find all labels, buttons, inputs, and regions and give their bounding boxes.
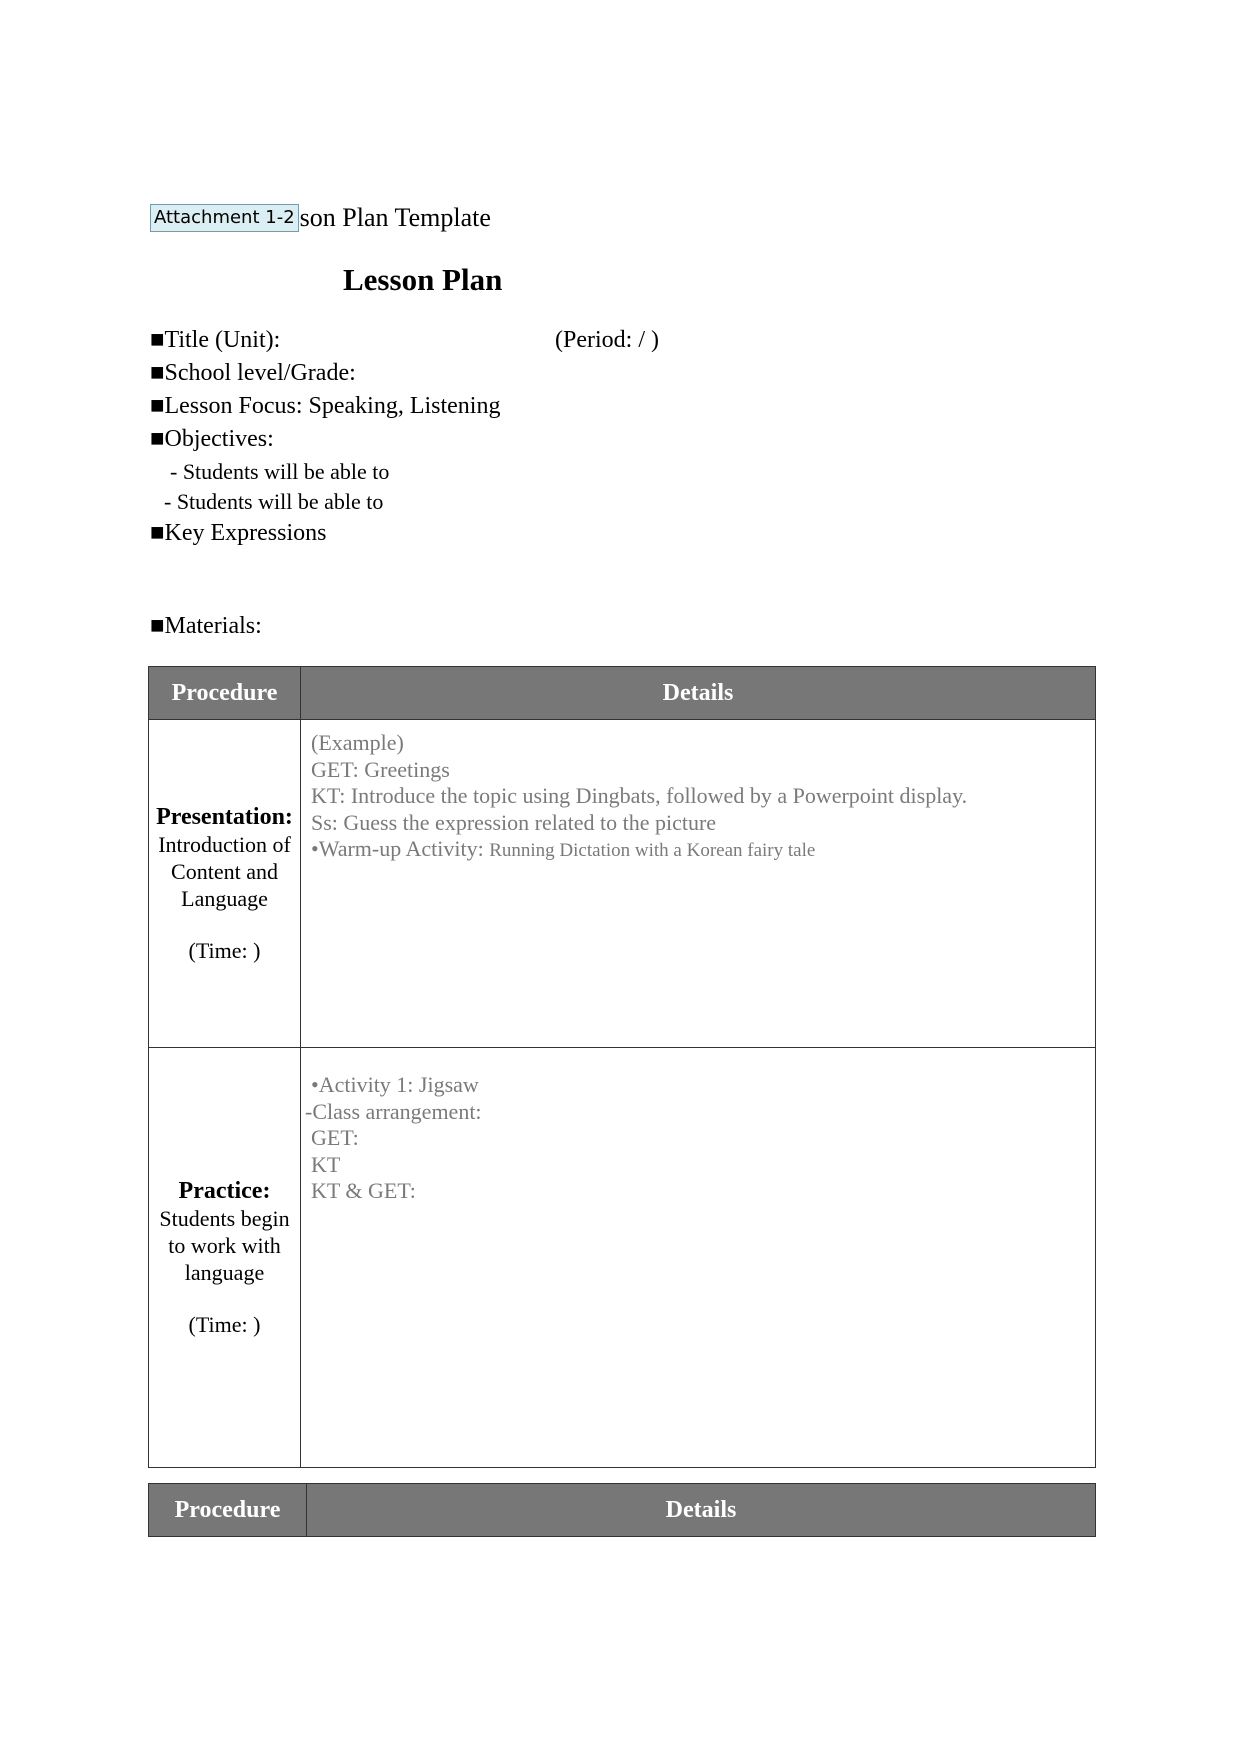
details-cell[interactable] bbox=[301, 1048, 1096, 1468]
table-row bbox=[149, 1048, 1096, 1468]
details-header: Details bbox=[307, 1484, 1096, 1537]
procedure-table bbox=[148, 666, 1096, 1468]
lesson-focus-label: ■Lesson Focus: Speaking, Listening bbox=[150, 393, 501, 419]
details-line: •Activity 1: Jigsaw bbox=[311, 1072, 479, 1097]
procedure-cell bbox=[149, 1048, 301, 1468]
details-line: Ss: Guess the expression related to the picture bbox=[311, 809, 717, 835]
activity-description: Running Dictation with a Korean fairy tale bbox=[489, 840, 816, 861]
procedure-desc-line: to work with bbox=[168, 1232, 281, 1258]
template-title: son Plan Template bbox=[299, 203, 491, 232]
details-line: KT & GET: bbox=[311, 1178, 416, 1203]
table-header-row bbox=[149, 1484, 1096, 1537]
details-line: -Class arrangement: bbox=[305, 1098, 482, 1124]
attachment-tag: Attachment 1-2 bbox=[150, 204, 299, 232]
school-level-label: ■School level/Grade: bbox=[150, 360, 356, 386]
procedure-header: Procedure bbox=[149, 667, 301, 720]
period-label: (Period: / ) bbox=[555, 327, 659, 353]
procedure-table-continued bbox=[148, 1483, 1096, 1537]
procedure-title: Presentation: bbox=[156, 803, 293, 830]
title-unit-line bbox=[150, 327, 659, 354]
table-row bbox=[149, 720, 1096, 1048]
header-line bbox=[150, 202, 491, 234]
procedure-cell bbox=[149, 720, 301, 1048]
objective-item: - Students will be able to bbox=[164, 489, 384, 514]
procedure-header: Procedure bbox=[149, 1484, 307, 1537]
details-line bbox=[301, 836, 1095, 865]
procedure-time: (Time: ) bbox=[188, 937, 261, 963]
details-header: Details bbox=[301, 667, 1096, 720]
details-line: GET: Greetings bbox=[311, 756, 450, 782]
procedure-desc-line: language bbox=[184, 1259, 265, 1285]
procedure-desc-line: Students begin bbox=[159, 1205, 290, 1231]
procedure-desc-line: Introduction of bbox=[158, 831, 291, 857]
details-line: KT: Introduce the topic using Dingbats, followed by a Powerpoint display. bbox=[311, 783, 968, 808]
materials-label: ■Materials: bbox=[150, 613, 262, 639]
objective-item: - Students will be able to bbox=[170, 459, 390, 484]
procedure-desc-line: Language bbox=[181, 885, 268, 911]
activity-prefix: •Warm-up Activity: bbox=[311, 836, 484, 861]
title-unit-label: ■Title (Unit): bbox=[150, 327, 281, 353]
key-expressions-label: ■Key Expressions bbox=[150, 520, 327, 546]
objectives-label: ■Objectives: bbox=[150, 426, 274, 452]
details-line: KT bbox=[311, 1151, 341, 1177]
details-cell[interactable] bbox=[301, 720, 1096, 1048]
details-line: (Example) bbox=[311, 730, 404, 755]
procedure-time: (Time: ) bbox=[188, 1311, 261, 1337]
details-line: GET: bbox=[311, 1125, 359, 1150]
table-header-row bbox=[149, 667, 1096, 720]
procedure-title: Practice: bbox=[178, 1177, 271, 1204]
procedure-desc-line: Content and bbox=[171, 858, 278, 884]
page-title: Lesson Plan bbox=[343, 262, 503, 297]
